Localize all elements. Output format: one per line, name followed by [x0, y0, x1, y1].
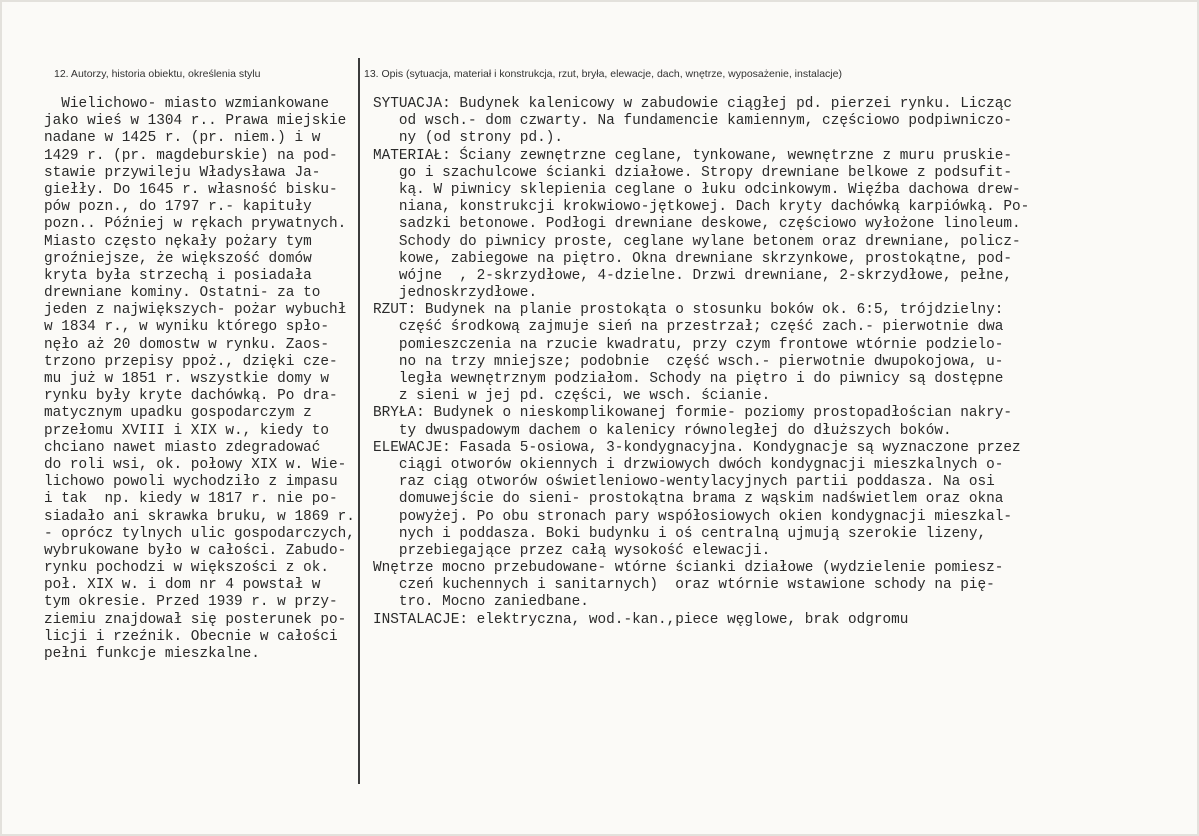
text-line: tro. Mocno zaniedbane. [373, 594, 589, 611]
text-line: w 1834 r., w wyniku którego spło- [44, 319, 329, 336]
text-line: chciano nawet miasto zdegradować [44, 439, 321, 456]
text-line: i tak np. kiedy w 1817 r. nie po- [44, 491, 338, 508]
text-line: domuwejście do sieni- prostokątna brama z wąskim nadświetlem oraz okna [373, 491, 1004, 508]
text-line: matycznym upadku gospodarczym z [44, 405, 312, 422]
text-line: przełomu XVIII i XIX w., kiedy to [44, 422, 329, 439]
text-line: czeń kuchennych i sanitarnych) oraz wtórnie wstawione schody na pię- [373, 577, 995, 594]
text-line: część środkową zajmuje sień na przestrzał; część zach.- pierwotnie dwa [373, 319, 1004, 336]
text-line: powyżej. Po obu stronach pary współosiowych okien kondygnacji mieszkal- [373, 508, 1013, 525]
text-line: Wielichowo- miasto wzmiankowane [44, 96, 329, 112]
text-line: drewniane kominy. Ostatni- za to [44, 285, 321, 302]
section-12-header: 12. Autorzy, historia obiektu, określenia stylu [54, 68, 261, 80]
text-line: groźniejsze, że większość domów [44, 250, 312, 267]
text-line: - oprócz tylnych ulic gospodarczych, [44, 525, 355, 542]
text-line: rynku były kryte dachówką. Po dra- [44, 388, 338, 405]
text-line: trzono przepisy ppoż., dzięki cze- [44, 353, 338, 370]
text-line: pełni funkcje mieszkalne. [44, 646, 260, 662]
text-line: mu już w 1851 r. wszystkie domy w [44, 371, 329, 387]
text-line: 1429 r. (pr. magdeburskie) na pod- [44, 147, 338, 164]
text-line: RZUT: Budynek na planie prostokąta o stosunku boków ok. 6:5, trójdzielny: [373, 302, 1004, 319]
text-line: rynku pochodzi w większości z ok. [44, 560, 329, 577]
text-line: kryta była strzechą i posiadała [44, 267, 312, 284]
text-line: jednoskrzydłowe. [373, 285, 538, 302]
text-line: legła wewnętrznym podziałom. Schody na piętro i do piwnicy są dostępne [373, 371, 1004, 387]
text-line: wójne , 2-skrzydłowe, 4-dzielne. Drzwi drewniane, 2-skrzydłowe, pełne, [373, 267, 1013, 284]
text-line: pów pozn., do 1797 r.- kapituły [44, 199, 312, 216]
text-line: siadało ani skrawka bruku, w 1869 r. [44, 508, 355, 525]
text-line: przebiegające przez całą wysokość elewacji. [373, 542, 771, 559]
text-line: sadzki betonowe. Podłogi drewniane deskowe, częściowo wyłożone linoleum. [373, 216, 1021, 233]
text-line: wybrukowane było w całości. Zabudo- [44, 542, 347, 559]
text-line: ziemiu znajdował się posterunek po- [44, 611, 347, 628]
text-line: nych i poddasza. Boki budynku i oś centralną ujmują szerokie lizeny, [373, 525, 987, 542]
text-line: go i szachulcowe ścianki działowe. Stropy drewniane belkowe z podsufit- [373, 164, 1013, 181]
text-line: giełły. Do 1645 r. własność bisku- [44, 181, 338, 198]
text-line: MATERIAŁ: Ściany zewnętrzne ceglane, tynkowane, wewnętrzne z muru pruskie- [373, 147, 1013, 164]
text-line: nadane w 1425 r. (pr. niem.) i w [44, 130, 321, 147]
text-line: nęło aż 20 domostw w rynku. Zaos- [44, 336, 329, 353]
text-line: ką. W piwnicy sklepienia ceglane o łuku odcinkowym. Więźba dachowa drew- [373, 181, 1021, 198]
history-text [44, 96, 356, 663]
text-line: od wsch.- dom czwarty. Na fundamencie kamiennym, częściowo podpiwniczo- [373, 113, 1013, 130]
text-line: lichowo powoli wychodziło z impasu [44, 474, 338, 491]
text-line: no na trzy mniejsze; podobnie część wsch.- pierwotnie dwupokojowa, u- [373, 353, 1004, 370]
text-line: ELEWACJE: Fasada 5-osiowa, 3-kondygnacyjna. Kondygnacje są wyznaczone przez [373, 439, 1021, 456]
description-text [373, 96, 1173, 629]
text-line: Wnętrze mocno przebudowane- wtórne ścianki działowe (wydzielenie pomiesz- [373, 560, 1004, 577]
text-line: tym okresie. Przed 1939 r. w przy- [44, 594, 338, 611]
text-line: pozn.. Później w rękach prywatnych. [44, 216, 347, 233]
column-divider [358, 58, 360, 784]
text-line: ty dwuspadowym dachem o kalenicy równoległej do dłuższych boków. [373, 422, 952, 439]
text-line: jeden z największych- pożar wybuchł [44, 302, 347, 319]
text-line: licji i rzeźnik. Obecnie w całości [44, 628, 338, 645]
text-line: pomieszczenia na rzucie kwadratu, przy czym frontowe wtórnie podzielo- [373, 336, 1004, 353]
text-line: z sieni w jej pd. części, we wsch. ścianie. [373, 388, 771, 405]
text-line: Schody do piwnicy proste, ceglane wylane betonem oraz drewniane, policz- [373, 233, 1021, 250]
text-line: kowe, zabiegowe na piętro. Okna drewniane skrzynkowe, prostokątne, pod- [373, 250, 1013, 267]
text-line: BRYŁA: Budynek o nieskomplikowanej formie- poziomy prostopadłościan nakry- [373, 405, 1013, 422]
text-line: jako wieś w 1304 r.. Prawa miejskie [44, 113, 347, 130]
text-line: raz ciąg otworów oświetleniowo-wentylacyjnych partii poddasza. Na osi [373, 474, 995, 491]
text-line: poł. XIX w. i dom nr 4 powstał w [44, 577, 321, 594]
text-line: ciągi otworów okiennych i drzwiowych dwóch kondygnacji mieszkalnych o- [373, 456, 1004, 473]
text-line: niana, konstrukcji krokwiowo-jętkowej. Dach kryty dachówką karpiówką. Po- [373, 199, 1030, 216]
text-line: SYTUACJA: Budynek kalenicowy w zabudowie ciągłej pd. pierzei rynku. Licząc [373, 96, 1013, 112]
text-line: do roli wsi, ok. połowy XIX w. Wie- [44, 456, 347, 473]
section-13-header: 13. Opis (sytuacja, materiał i konstrukcja, rzut, bryła, elewacje, dach, wnętrze, wyposażenie, instalacje) [364, 68, 842, 80]
text-line: ny (od strony pd.). [373, 130, 563, 147]
text-line: Miasto często nękały pożary tym [44, 233, 312, 250]
text-line: INSTALACJE: elektryczna, wod.-kan.,piece węglowe, brak odgromu [373, 611, 909, 628]
text-line: stawie przywileju Władysława Ja- [44, 164, 321, 181]
